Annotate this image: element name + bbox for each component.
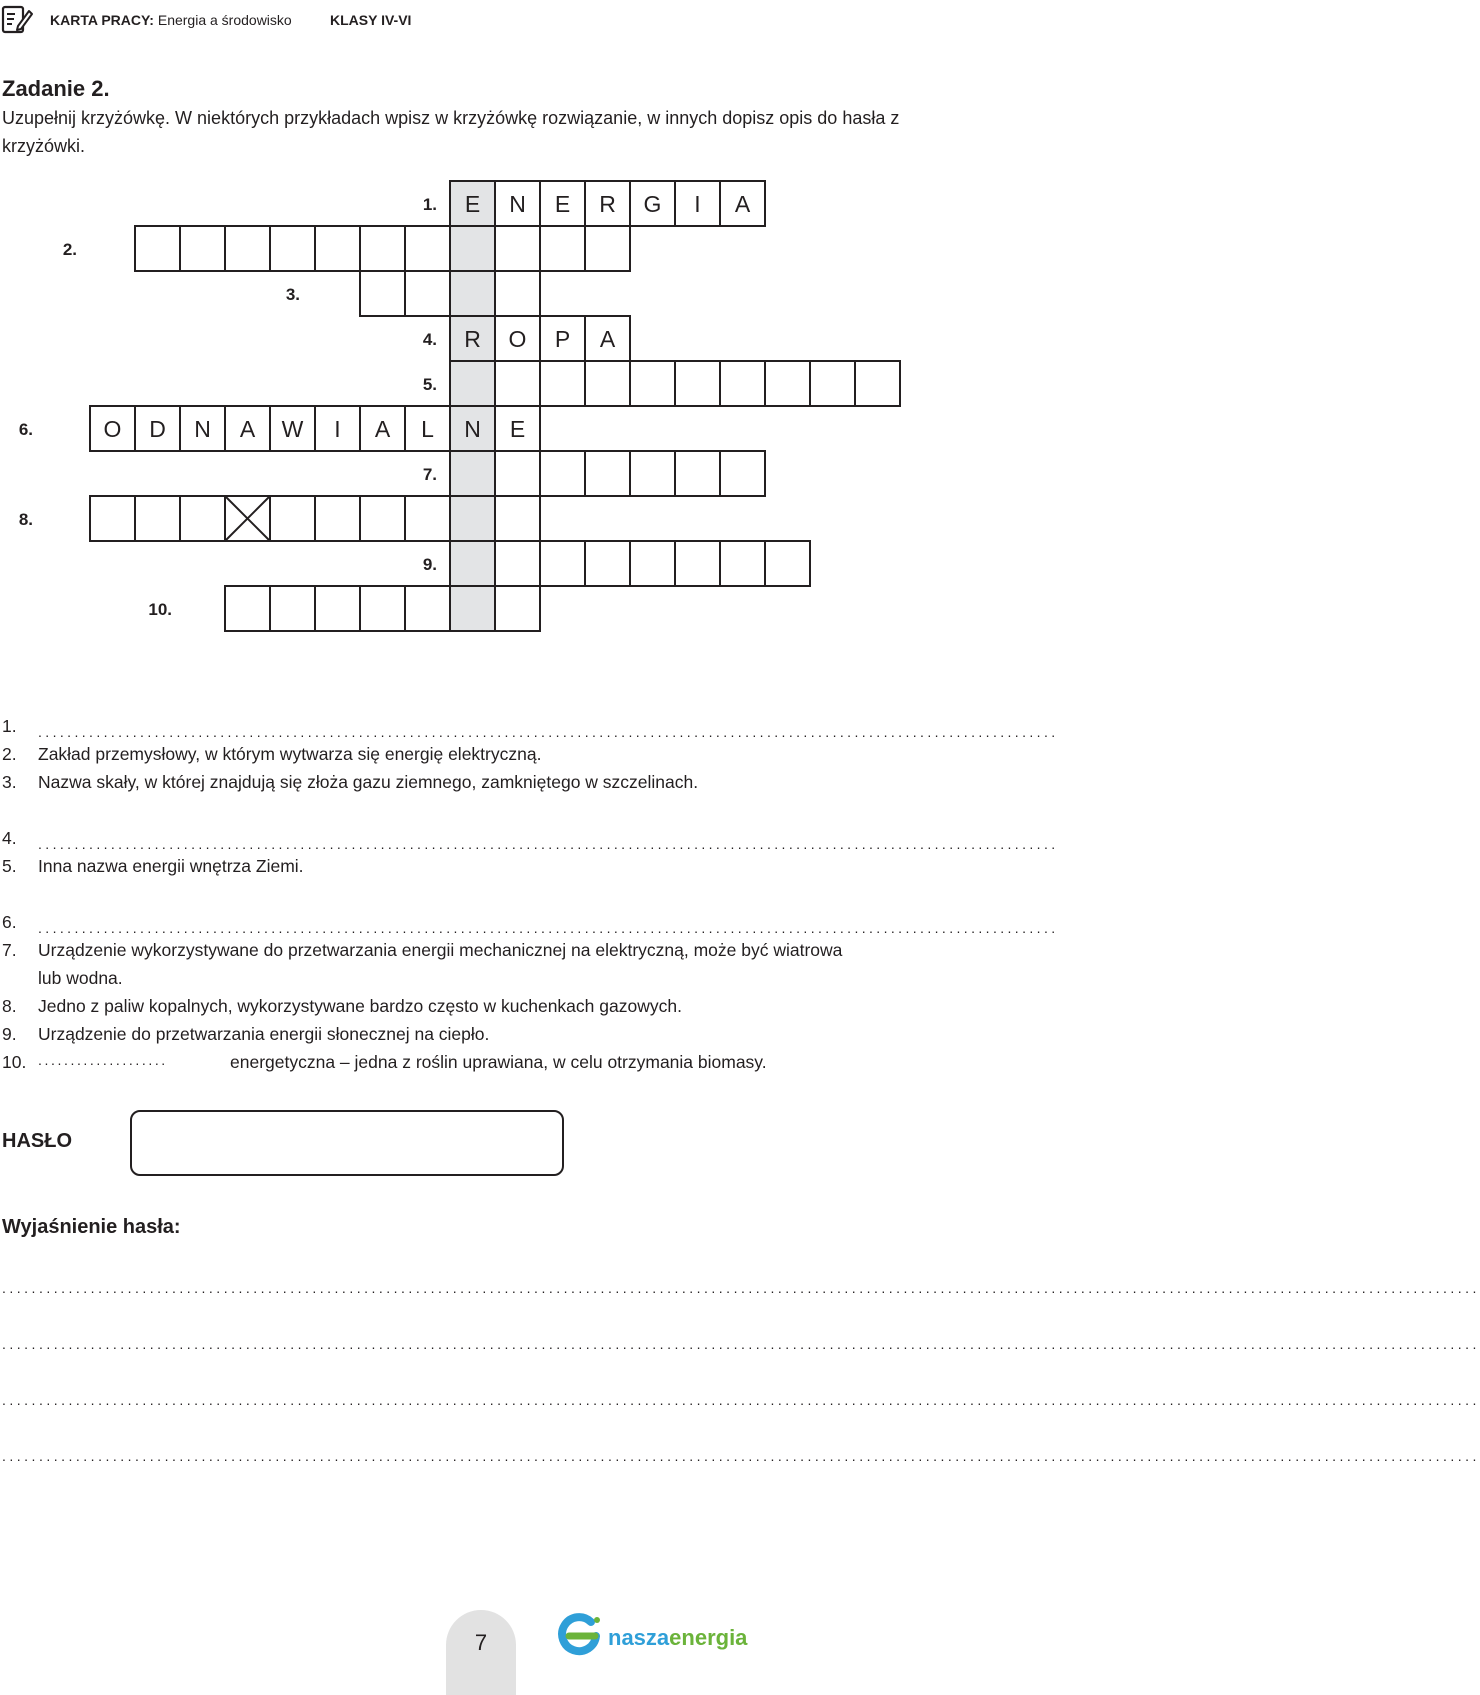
- crossword-row-number: 2.: [62, 240, 77, 259]
- crossword-letter: R: [464, 326, 481, 352]
- crossword-row-number: 4.: [422, 330, 437, 349]
- crossword-letter: A: [599, 326, 616, 352]
- crossword-cell[interactable]: [270, 226, 315, 271]
- task-instruction: Uzupełnij krzyżówkę. W niektórych przykładach wpisz w krzyżówkę rozwiązanie, w innych dopisz opis do hasła z krzyżówki.: [2, 108, 900, 156]
- clue-item: [0, 996, 960, 1022]
- brand-name: [608, 1625, 747, 1651]
- clue-item: [0, 1024, 960, 1050]
- crossword-cell[interactable]: [495, 226, 540, 271]
- clue-number: 4.: [2, 828, 17, 848]
- crossword-letter: I: [334, 416, 341, 442]
- clue-number: 6.: [2, 912, 17, 932]
- crossword-cell[interactable]: [585, 226, 630, 271]
- clue-number: 5.: [2, 856, 17, 876]
- clue-text: energetyczna – jedna z roślin uprawiana, w celu otrzymania biomasy.: [230, 1052, 767, 1072]
- crossword-cell[interactable]: [405, 271, 450, 316]
- clue-number: 1.: [2, 716, 17, 736]
- crossword-letter: W: [281, 416, 304, 442]
- crossword-letter: I: [694, 191, 701, 217]
- crossword-cell[interactable]: [540, 451, 585, 496]
- crossword-letter: N: [509, 191, 526, 217]
- explanation-title: Wyjaśnienie hasła:: [2, 1216, 181, 1238]
- clue-text: Zakład przemysłowy, w którym wytwarza się energię elektryczną.: [38, 744, 542, 764]
- crossword-cell[interactable]: [360, 226, 405, 271]
- crossword-letter: E: [464, 191, 481, 217]
- crossword-letter: P: [554, 326, 571, 352]
- crossword-cell[interactable]: [675, 451, 720, 496]
- crossword-cell[interactable]: [855, 361, 900, 406]
- crossword-cell[interactable]: [585, 541, 630, 586]
- crossword-cell[interactable]: [405, 496, 450, 541]
- crossword-cell[interactable]: [765, 541, 810, 586]
- crossword-row-number: 10.: [148, 600, 172, 619]
- crossed-cell-mark: [225, 496, 270, 541]
- crossword-cell[interactable]: [405, 586, 450, 631]
- crossword-cell[interactable]: [315, 496, 360, 541]
- crossword-cell[interactable]: [180, 496, 225, 541]
- brand-logo-icon: [555, 1610, 605, 1660]
- haslo-label: HASŁO: [2, 1130, 72, 1152]
- clue-text: Jedno z paliw kopalnych, wykorzystywane bardzo często w kuchenkach gazowych.: [38, 996, 682, 1016]
- explanation-line[interactable]: ........................................................................................................................................................................................................: [2, 1336, 1480, 1352]
- crossword-row-number: 5.: [422, 375, 437, 394]
- clue-text: Inna nazwa energii wnętrza Ziemi.: [38, 856, 304, 876]
- crossword-cell[interactable]: [540, 226, 585, 271]
- crossword-grid[interactable]: [0, 0, 960, 640]
- clue-item: [0, 912, 1059, 938]
- crossword-row-number: 7.: [422, 465, 437, 484]
- crossword-cell[interactable]: [360, 586, 405, 631]
- crossword-letter: D: [149, 416, 166, 442]
- clue-number: 3.: [2, 772, 17, 792]
- clue-item: [0, 772, 960, 798]
- explanation-line[interactable]: ........................................................................................................................................................................................................: [2, 1448, 1480, 1464]
- clue-item: [0, 856, 960, 882]
- clue-text: Urządzenie wykorzystywane do przetwarzania energii mechanicznej na elektryczną, może być wiatrowa: [38, 940, 843, 960]
- crossword-cell[interactable]: [495, 496, 540, 541]
- crossword-cell[interactable]: [315, 226, 360, 271]
- crossword-letter: N: [464, 416, 481, 442]
- clue-answer-blank[interactable]: ....................: [38, 1052, 168, 1068]
- crossword-cell[interactable]: [495, 451, 540, 496]
- crossword-cell[interactable]: [630, 451, 675, 496]
- crossword-cell[interactable]: [720, 451, 765, 496]
- crossword-cell[interactable]: [540, 361, 585, 406]
- crossword-row-number: 6.: [18, 420, 33, 439]
- crossword-cell[interactable]: [675, 541, 720, 586]
- crossword-cell[interactable]: [540, 541, 585, 586]
- brand-name-part2: energia: [669, 1625, 748, 1650]
- crossword-cell[interactable]: [90, 496, 135, 541]
- crossword-cell[interactable]: [405, 226, 450, 271]
- crossword-letter: O: [103, 416, 122, 442]
- clue-text: Nazwa skały, w której znajdują się złoża gazu ziemnego, zamkniętego w szczelinach.: [38, 772, 699, 792]
- explanation-line[interactable]: ........................................................................................................................................................................................................: [2, 1280, 1480, 1296]
- clue-answer-blank[interactable]: ............................................................................................................................................: [38, 724, 1059, 740]
- crossword-cell[interactable]: [810, 361, 855, 406]
- crossword-cell[interactable]: [585, 361, 630, 406]
- haslo-input-box[interactable]: [130, 1110, 564, 1176]
- crossword-cell[interactable]: [225, 226, 270, 271]
- clue-item: [0, 828, 1059, 854]
- clue-number: 2.: [2, 744, 17, 764]
- clue-number: 9.: [2, 1024, 17, 1044]
- clue-answer-blank[interactable]: ............................................................................................................................................: [38, 920, 1059, 936]
- clue-item: [0, 1052, 960, 1078]
- brand-name-part1: nasza: [608, 1625, 670, 1650]
- crossword-cell[interactable]: [180, 226, 225, 271]
- crossword-letter: A: [734, 191, 751, 217]
- crossword-letter: O: [508, 326, 527, 352]
- clue-item: [0, 716, 1059, 742]
- crossword-cell[interactable]: [720, 541, 765, 586]
- task-title: Zadanie 2.: [2, 76, 110, 101]
- crossword-letter: A: [239, 416, 256, 442]
- crossword-cell[interactable]: [585, 451, 630, 496]
- clue-text-continued: lub wodna.: [38, 968, 123, 988]
- crossword-cell[interactable]: [495, 586, 540, 631]
- crossword-letter: L: [421, 416, 434, 442]
- page-number: 7: [474, 1630, 488, 1655]
- clue-number: 7.: [2, 940, 17, 960]
- crossword-letter: R: [599, 191, 616, 217]
- crossword-letter: E: [554, 191, 571, 217]
- clue-item: [0, 940, 960, 988]
- crossword-cell[interactable]: [135, 226, 180, 271]
- explanation-line[interactable]: ........................................................................................................................................................................................................: [2, 1392, 1480, 1408]
- crossword-cell[interactable]: [315, 586, 360, 631]
- crossword-cell[interactable]: [495, 541, 540, 586]
- crossword-cell[interactable]: [675, 361, 720, 406]
- crossword-letter: N: [194, 416, 211, 442]
- crossword-letter: A: [374, 416, 391, 442]
- crossword-cell[interactable]: [495, 271, 540, 316]
- crossword-cell[interactable]: [360, 271, 405, 316]
- clue-text: Urządzenie do przetwarzania energii słonecznej na ciepło.: [38, 1024, 490, 1044]
- header-title-bold: KARTA PRACY:: [50, 12, 154, 28]
- crossword-cell[interactable]: [495, 361, 540, 406]
- crossword-cell[interactable]: [135, 496, 180, 541]
- crossword-cell[interactable]: [225, 586, 270, 631]
- crossword-row-number: 9.: [422, 555, 437, 574]
- header-title-sub: Energia a środowisko: [157, 12, 292, 28]
- clue-number: 10.: [2, 1052, 27, 1072]
- crossword-cell[interactable]: [270, 496, 315, 541]
- crossword-row-number: 1.: [422, 195, 437, 214]
- crossword-row-number: 8.: [18, 510, 33, 529]
- crossword-letter: G: [643, 191, 662, 217]
- clue-answer-blank[interactable]: ............................................................................................................................................: [38, 836, 1059, 852]
- header-grade: KLASY IV-VI: [330, 12, 412, 28]
- crossword-cell[interactable]: [630, 361, 675, 406]
- crossword-cell[interactable]: [630, 541, 675, 586]
- crossword-cell[interactable]: [720, 361, 765, 406]
- clue-item: [0, 744, 960, 770]
- crossword-row-number: 3.: [285, 285, 300, 304]
- clue-number: 8.: [2, 996, 17, 1016]
- crossword-cell[interactable]: [765, 361, 810, 406]
- crossword-cell[interactable]: [270, 586, 315, 631]
- crossword-letter: E: [509, 416, 526, 442]
- crossword-cell[interactable]: [360, 496, 405, 541]
